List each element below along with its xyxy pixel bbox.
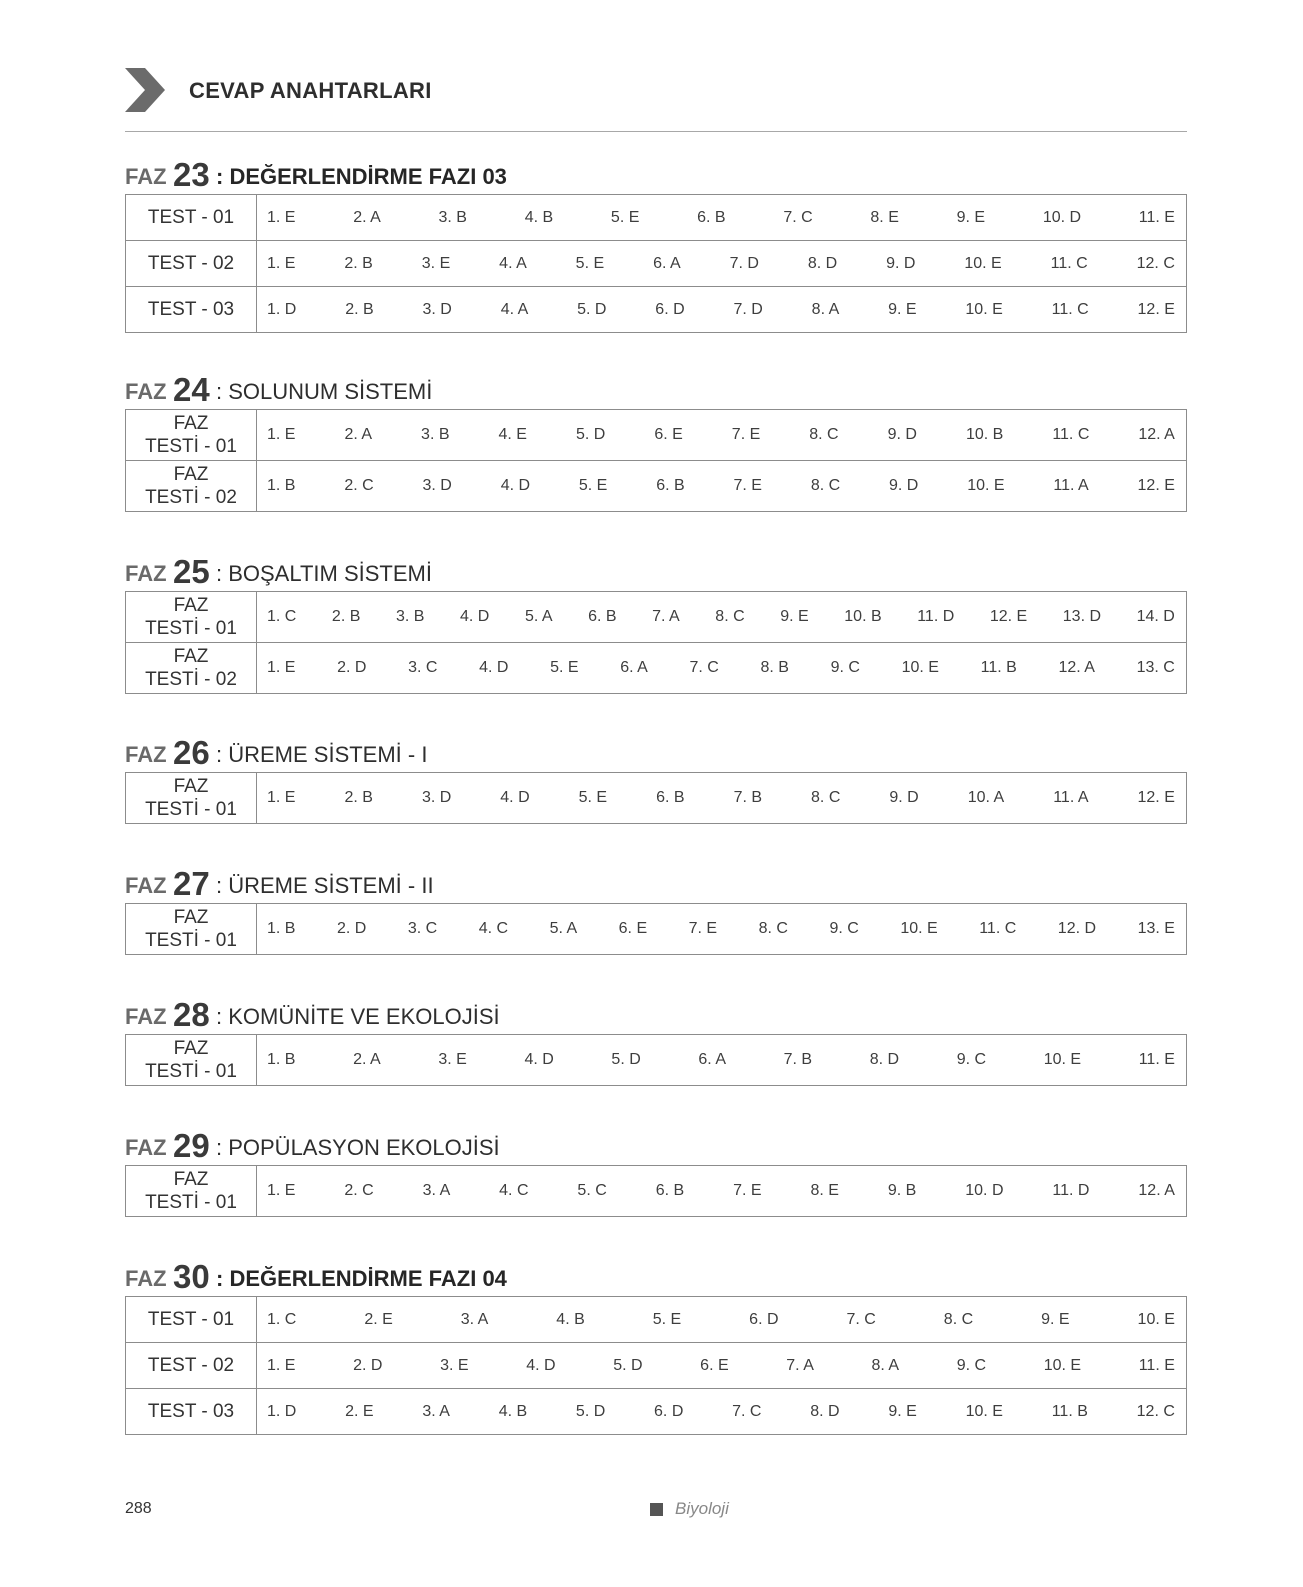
answer-item: 11. C xyxy=(1052,426,1090,443)
test-label: TEST - 03 xyxy=(126,1389,257,1435)
test-label: TEST - 01 xyxy=(126,195,257,241)
answer-item: 11. E xyxy=(1138,1356,1175,1374)
answer-item: 11. D xyxy=(1052,1182,1090,1199)
answer-item: 2. A xyxy=(344,426,373,443)
answer-item: 4. B xyxy=(524,208,554,226)
answer-item: 9. D xyxy=(889,789,919,806)
answer-item: 11. C xyxy=(1051,300,1089,318)
answer-item: 4. A xyxy=(499,254,527,272)
answer-item: 10. E xyxy=(965,1402,1003,1420)
square-bullet-icon xyxy=(650,1503,663,1516)
answer-item: 4. B xyxy=(556,1310,585,1328)
section-name: : DEĞERLENDİRME FAZI 04 xyxy=(216,1266,507,1291)
faz-number: 23 xyxy=(173,156,210,193)
answer-item: 2. A xyxy=(353,1051,381,1068)
answer-item: 9. E xyxy=(956,208,986,226)
answer-item: 2. E xyxy=(345,1402,374,1420)
test-label: FAZ TESTİ - 01 xyxy=(126,410,257,461)
section-name: : SOLUNUM SİSTEMİ xyxy=(216,379,433,404)
answers-cell xyxy=(257,1389,1187,1435)
answer-item: 3. A xyxy=(460,1310,489,1328)
answer-item: 11. C xyxy=(979,920,1017,937)
table-row xyxy=(126,410,1187,461)
answer-item: 7. C xyxy=(689,659,719,676)
answer-item: 7. C xyxy=(846,1310,876,1328)
chevron-right-icon xyxy=(125,68,165,112)
answer-item: 12. E xyxy=(989,608,1028,625)
answer-item: 1. E xyxy=(267,659,296,676)
answer-item: 6. B xyxy=(655,1182,685,1199)
answers-cell xyxy=(257,1297,1187,1343)
answer-item: 5. E xyxy=(578,789,608,806)
table-row xyxy=(126,461,1187,512)
section-faz-28 xyxy=(125,998,1187,1086)
answer-item: 7. C xyxy=(783,208,813,226)
answer-item: 8. A xyxy=(871,1356,900,1374)
answer-item: 10. D xyxy=(965,1182,1004,1199)
answers-cell xyxy=(257,410,1187,461)
answer-item: 12. C xyxy=(1136,1402,1175,1420)
answer-item: 8. E xyxy=(810,1182,839,1199)
answer-item: 10. B xyxy=(844,608,882,625)
answer-item: 1. B xyxy=(267,1051,296,1068)
answer-item: 4. D xyxy=(524,1051,554,1068)
table-row xyxy=(126,643,1187,694)
answer-item: 7. E xyxy=(733,477,762,494)
answer-item: 11. B xyxy=(980,659,1017,676)
answer-item: 8. C xyxy=(809,426,839,443)
answer-item: 11. C xyxy=(1050,254,1088,272)
answer-item: 2. B xyxy=(345,300,374,318)
answer-item: 1. B xyxy=(267,477,296,494)
section-title xyxy=(125,1129,1187,1165)
answer-item: 10. E xyxy=(1043,1051,1082,1068)
answer-item: 8. C xyxy=(811,789,841,806)
answers-list xyxy=(267,426,1175,444)
answers-cell xyxy=(257,1166,1187,1217)
answer-table xyxy=(125,1165,1187,1217)
answer-item: 13. D xyxy=(1062,608,1102,625)
answers-list xyxy=(267,608,1175,626)
answers-list xyxy=(267,1357,1175,1375)
answer-item: 5. D xyxy=(575,1402,606,1420)
answer-item: 7. D xyxy=(733,300,763,318)
answer-item: 1. E xyxy=(267,789,296,806)
section-title xyxy=(125,867,1187,903)
answer-item: 7. B xyxy=(733,789,763,806)
answer-item: 5. D xyxy=(577,300,607,318)
answer-item: 8. C xyxy=(758,920,788,937)
table-row xyxy=(126,1166,1187,1217)
answer-item: 4. D xyxy=(526,1356,556,1374)
faz-label: FAZ xyxy=(125,379,167,404)
faz-label: FAZ xyxy=(125,742,167,767)
answer-item: 11. E xyxy=(1138,1051,1175,1068)
answer-item: 11. E xyxy=(1138,208,1175,226)
test-label: TEST - 02 xyxy=(126,241,257,287)
answer-item: 1. D xyxy=(267,300,297,318)
test-label: TEST - 03 xyxy=(126,287,257,333)
answer-item: 11. A xyxy=(1053,477,1089,494)
answer-item: 3. E xyxy=(440,1356,469,1374)
answer-item: 12. E xyxy=(1137,789,1175,806)
answer-item: 4. E xyxy=(498,426,527,443)
answer-item: 2. E xyxy=(364,1310,393,1328)
answer-item: 7. B xyxy=(783,1051,813,1068)
answer-item: 12. A xyxy=(1138,426,1175,443)
answer-item: 4. D xyxy=(500,477,531,494)
answers-list xyxy=(267,1311,1175,1329)
page-header xyxy=(125,68,1187,132)
section-faz-27 xyxy=(125,867,1187,955)
answer-item: 10. D xyxy=(1042,208,1082,226)
answer-item: 6. D xyxy=(749,1310,779,1328)
section-title xyxy=(125,1260,1187,1296)
answer-item: 5. C xyxy=(577,1182,607,1199)
answer-item: 1. C xyxy=(267,1310,297,1328)
answer-item: 2. C xyxy=(344,477,374,494)
answer-item: 2. B xyxy=(344,789,373,806)
answer-item: 14. D xyxy=(1136,608,1175,625)
answer-item: 6. B xyxy=(656,477,685,494)
answer-item: 12. A xyxy=(1138,1182,1175,1199)
answer-item: 3. E xyxy=(421,254,451,272)
answer-item: 8. D xyxy=(807,254,838,272)
answer-item: 1. E xyxy=(267,254,296,272)
answer-item: 10. E xyxy=(965,300,1003,318)
section-faz-30 xyxy=(125,1260,1187,1435)
answer-item: 7. E xyxy=(688,920,718,937)
answers-list xyxy=(267,255,1175,273)
answer-item: 3. C xyxy=(407,920,438,937)
table-row xyxy=(126,1035,1187,1086)
answer-item: 6. E xyxy=(654,426,683,443)
answer-item: 1. C xyxy=(267,608,297,625)
table-row xyxy=(126,241,1187,287)
answer-item: 6. E xyxy=(700,1356,729,1374)
answer-item: 4. D xyxy=(479,659,509,676)
answer-item: 9. D xyxy=(887,426,917,443)
answer-item: 9. D xyxy=(886,254,916,272)
answer-item: 7. C xyxy=(732,1402,762,1420)
answer-item: 9. E xyxy=(1041,1310,1070,1328)
answer-table xyxy=(125,1296,1187,1435)
faz-label: FAZ xyxy=(125,561,167,586)
answer-item: 5. D xyxy=(613,1356,643,1374)
answer-item: 11. D xyxy=(917,608,955,625)
answer-item: 12. A xyxy=(1058,659,1095,676)
answer-item: 5. E xyxy=(610,208,640,226)
answer-item: 4. A xyxy=(500,300,529,318)
faz-label: FAZ xyxy=(125,873,167,898)
answers-list xyxy=(267,209,1175,227)
section-title xyxy=(125,555,1187,591)
answer-item: 12. E xyxy=(1137,300,1175,318)
answer-item: 7. A xyxy=(786,1356,814,1374)
answer-item: 4. D xyxy=(460,608,490,625)
section-name: : BOŞALTIM SİSTEMİ xyxy=(216,561,432,586)
answers-cell xyxy=(257,773,1187,824)
answer-item: 12. C xyxy=(1136,254,1175,272)
answer-item: 10. E xyxy=(1043,1356,1082,1374)
answer-item: 6. A xyxy=(620,659,648,676)
answer-item: 8. E xyxy=(870,208,899,226)
answer-item: 11. A xyxy=(1053,789,1089,806)
faz-number: 28 xyxy=(173,996,210,1033)
answers-list xyxy=(267,659,1175,677)
answers-cell xyxy=(257,643,1187,694)
faz-number: 24 xyxy=(173,371,210,408)
answers-cell xyxy=(257,195,1187,241)
answer-item: 5. E xyxy=(652,1310,682,1328)
section-name: : ÜREME SİSTEMİ - I xyxy=(216,742,428,767)
section-title xyxy=(125,998,1187,1034)
faz-number: 30 xyxy=(173,1258,210,1295)
header-divider xyxy=(125,131,1187,132)
test-label: FAZ TESTİ - 01 xyxy=(126,1035,257,1086)
answer-item: 13. C xyxy=(1136,659,1175,676)
faz-number: 27 xyxy=(173,865,210,902)
answer-item: 5. E xyxy=(550,659,579,676)
answer-item: 8. C xyxy=(810,477,841,494)
table-row xyxy=(126,287,1187,333)
answer-item: 13. E xyxy=(1137,920,1175,937)
answer-item: 5. A xyxy=(549,920,578,937)
answer-item: 2. D xyxy=(336,920,367,937)
answer-item: 9. C xyxy=(829,920,859,937)
answers-list xyxy=(267,920,1175,938)
test-label: FAZ TESTİ - 02 xyxy=(126,461,257,512)
answer-item: 2. A xyxy=(353,208,381,226)
answer-item: 1. E xyxy=(267,1182,296,1199)
answer-item: 6. D xyxy=(655,300,685,318)
section-faz-29 xyxy=(125,1129,1187,1217)
section-faz-26 xyxy=(125,736,1187,824)
answer-item: 9. E xyxy=(780,608,809,625)
answers-cell xyxy=(257,241,1187,287)
table-row xyxy=(126,904,1187,955)
section-name: : POPÜLASYON EKOLOJİSİ xyxy=(216,1135,500,1160)
answer-item: 8. C xyxy=(715,608,745,625)
answer-item: 8. D xyxy=(810,1402,840,1420)
answer-item: 6. B xyxy=(697,208,726,226)
answers-cell xyxy=(257,461,1187,512)
answers-cell xyxy=(257,1035,1187,1086)
answers-cell xyxy=(257,904,1187,955)
answer-item: 10. E xyxy=(901,659,939,676)
answers-list xyxy=(267,1182,1175,1200)
answer-item: 3. B xyxy=(438,208,467,226)
table-row xyxy=(126,1297,1187,1343)
section-faz-23 xyxy=(125,158,1187,333)
section-faz-24 xyxy=(125,373,1187,512)
subject-label: Biyoloji xyxy=(675,1499,729,1518)
answer-table xyxy=(125,903,1187,955)
faz-label: FAZ xyxy=(125,1135,167,1160)
answer-item: 11. B xyxy=(1051,1402,1088,1420)
answer-item: 8. D xyxy=(869,1051,900,1068)
answer-table xyxy=(125,409,1187,512)
answer-item: 5. D xyxy=(611,1051,641,1068)
answer-item: 7. A xyxy=(652,608,680,625)
section-faz-25 xyxy=(125,555,1187,694)
answer-item: 9. E xyxy=(888,300,917,318)
test-label: FAZ TESTİ - 01 xyxy=(126,592,257,643)
answer-item: 5. E xyxy=(578,477,608,494)
answer-item: 2. D xyxy=(353,1356,383,1374)
section-name: : KOMÜNİTE VE EKOLOJİSİ xyxy=(216,1004,500,1029)
answer-item: 1. E xyxy=(267,426,296,443)
answer-item: 4. B xyxy=(498,1402,528,1420)
test-label: TEST - 02 xyxy=(126,1343,257,1389)
section-name: : DEĞERLENDİRME FAZI 03 xyxy=(216,164,507,189)
faz-label: FAZ xyxy=(125,1004,167,1029)
section-title xyxy=(125,158,1187,194)
table-row xyxy=(126,773,1187,824)
answer-item: 9. C xyxy=(830,659,860,676)
answers-list xyxy=(267,789,1175,807)
section-name: : ÜREME SİSTEMİ - II xyxy=(216,873,434,898)
answer-item: 9. E xyxy=(888,1402,917,1420)
faz-label: FAZ xyxy=(125,164,167,189)
test-label: FAZ TESTİ - 01 xyxy=(126,904,257,955)
answer-item: 3. B xyxy=(421,426,450,443)
test-label: FAZ TESTİ - 02 xyxy=(126,643,257,694)
answer-table xyxy=(125,772,1187,824)
answer-table xyxy=(125,1034,1187,1086)
answer-item: 7. D xyxy=(729,254,759,272)
answer-item: 4. C xyxy=(478,920,509,937)
table-row xyxy=(126,592,1187,643)
answers-cell xyxy=(257,1343,1187,1389)
faz-label: FAZ xyxy=(125,1266,167,1291)
answer-item: 6. B xyxy=(588,608,617,625)
answer-item: 4. D xyxy=(500,789,530,806)
answer-item: 8. A xyxy=(811,300,840,318)
faz-number: 25 xyxy=(173,553,210,590)
table-row xyxy=(126,1389,1187,1435)
answer-item: 5. A xyxy=(524,608,553,625)
section-title xyxy=(125,736,1187,772)
answer-item: 3. D xyxy=(422,477,452,494)
answer-item: 3. D xyxy=(421,789,452,806)
answers-cell xyxy=(257,287,1187,333)
answer-item: 2. B xyxy=(344,254,373,272)
answers-list xyxy=(267,477,1175,495)
answer-item: 6. A xyxy=(698,1051,726,1068)
answer-item: 1. E xyxy=(267,1356,296,1374)
answer-item: 5. E xyxy=(575,254,605,272)
section-title xyxy=(125,373,1187,409)
answer-item: 12. D xyxy=(1057,920,1097,937)
answer-item: 10. E xyxy=(964,254,1002,272)
answers-list xyxy=(267,1403,1175,1421)
answer-table xyxy=(125,194,1187,333)
answer-item: 3. E xyxy=(438,1051,467,1068)
answer-item: 6. B xyxy=(656,789,685,806)
test-label: FAZ TESTİ - 01 xyxy=(126,773,257,824)
answer-item: 9. B xyxy=(887,1182,917,1199)
faz-number: 26 xyxy=(173,734,210,771)
answer-item: 2. C xyxy=(344,1182,374,1199)
answer-item: 4. C xyxy=(499,1182,529,1199)
answer-item: 9. C xyxy=(956,1051,987,1068)
answer-item: 8. C xyxy=(943,1310,974,1328)
answer-item: 6. E xyxy=(618,920,648,937)
table-row xyxy=(126,1343,1187,1389)
page-number: 288 xyxy=(125,1500,152,1517)
test-label: TEST - 01 xyxy=(126,1297,257,1343)
answer-item: 3. D xyxy=(422,300,452,318)
answer-item: 10. A xyxy=(967,789,1005,806)
answer-item: 3. C xyxy=(408,659,438,676)
answer-item: 9. C xyxy=(956,1356,987,1374)
answer-item: 10. E xyxy=(967,477,1005,494)
answer-item: 7. E xyxy=(733,1182,762,1199)
answer-item: 6. D xyxy=(654,1402,684,1420)
answer-item: 10. E xyxy=(1137,1310,1175,1328)
test-label: FAZ TESTİ - 01 xyxy=(126,1166,257,1217)
answer-item: 2. D xyxy=(337,659,367,676)
answer-item: 5. D xyxy=(575,426,606,443)
answer-item: 12. E xyxy=(1137,477,1175,494)
faz-number: 29 xyxy=(173,1127,210,1164)
answer-item: 6. A xyxy=(653,254,681,272)
answer-item: 1. D xyxy=(267,1402,297,1420)
answer-item: 7. E xyxy=(731,426,761,443)
answers-list xyxy=(267,301,1175,319)
answer-item: 3. B xyxy=(395,608,425,625)
table-row xyxy=(126,195,1187,241)
answer-item: 10. B xyxy=(965,426,1004,443)
answer-item: 10. E xyxy=(900,920,938,937)
answer-item: 8. B xyxy=(760,659,789,676)
answer-table xyxy=(125,591,1187,694)
answer-item: 9. D xyxy=(889,477,919,494)
page-title: CEVAP ANAHTARLARI xyxy=(189,78,432,103)
answer-item: 1. E xyxy=(267,208,296,226)
answer-item: 2. B xyxy=(331,608,361,625)
answers-cell xyxy=(257,592,1187,643)
answer-item: 3. A xyxy=(422,1182,451,1199)
answer-item: 3. A xyxy=(422,1402,450,1420)
answers-list xyxy=(267,1051,1175,1069)
answer-item: 1. B xyxy=(267,920,296,937)
